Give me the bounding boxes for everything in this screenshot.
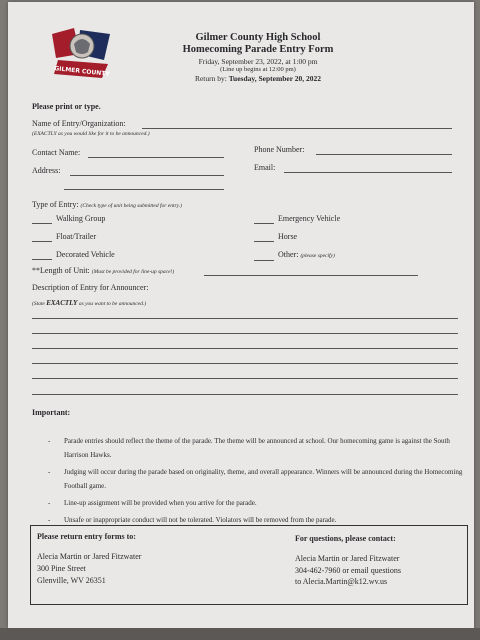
list-item: - Parade entries should reflect the theme of the parade. The theme will be announced at school. Our homecoming game is against the South Harrison Hawks.	[48, 437, 450, 459]
return-heading: Please return entry forms to:	[37, 532, 136, 541]
description-line[interactable]	[32, 363, 458, 364]
description-line[interactable]	[32, 394, 458, 395]
phone-label: Phone Number:	[254, 145, 305, 154]
return-by: Return by: Tuesday, September 20, 2022	[194, 74, 322, 83]
list-item: - Line-up assignment will be provided when you arrive for the parade.	[48, 499, 257, 507]
contact-email[interactable]: to Alecia.Martin@k12.wv.us	[295, 577, 388, 586]
entry-type-label: Type of Entry: (Check type of unit being submitted for entry.)	[32, 200, 182, 209]
type-walking-group[interactable]: Walking Group	[32, 214, 105, 224]
event-date: Friday, September 23, 2022, at 1:00 pm	[198, 57, 318, 66]
type-decorated-vehicle[interactable]: Decorated Vehicle	[32, 250, 115, 260]
type-emergency-vehicle[interactable]: Emergency Vehicle	[254, 214, 340, 224]
contact-name-field[interactable]	[88, 157, 224, 158]
school-logo	[44, 24, 120, 86]
return-line: Glenville, WV 26351	[37, 576, 106, 585]
contact-line: 304-462-7960 or email questions	[295, 566, 401, 575]
print-instruction: Please print or type.	[32, 102, 101, 111]
checkbox-blank[interactable]	[32, 233, 52, 242]
checkbox-blank[interactable]	[32, 215, 52, 224]
contact-line: Alecia Martin or Jared Fitzwater	[295, 554, 400, 563]
checkbox-blank[interactable]	[32, 251, 52, 260]
logo-text: GILMER COUNTY	[53, 65, 110, 78]
phone-field[interactable]	[316, 154, 452, 155]
address-field[interactable]	[70, 175, 224, 176]
checkbox-blank[interactable]	[254, 252, 274, 261]
form-page	[8, 2, 474, 628]
description-line[interactable]	[32, 318, 458, 319]
address-label: Address:	[32, 166, 61, 175]
length-label: **Length of Unit: (Must be provided for line-up space!)	[32, 266, 175, 275]
type-horse[interactable]: Horse	[254, 232, 297, 242]
contact-heading: For questions, please contact:	[295, 534, 396, 543]
lineup-note: (Line up begins at 12:00 pm)	[220, 66, 296, 73]
list-item: - Judging will occur during the parade based on originality, theme, and overall appearance. Winners will be announced during the Homecoming Football game.	[48, 468, 463, 490]
description-line[interactable]	[32, 348, 458, 349]
state-exactly-note: (State EXACTLY as you want to be announced.)	[32, 299, 147, 307]
important-list	[48, 434, 468, 530]
school-name: Gilmer County High School	[195, 32, 321, 43]
entry-name-field[interactable]	[142, 128, 452, 129]
entry-name-note: (EXACTLY as you would like for it to be announced.)	[32, 131, 150, 137]
address-field-line2[interactable]	[64, 189, 224, 190]
checkbox-blank[interactable]	[254, 215, 274, 224]
form-header	[128, 32, 388, 83]
checkbox-blank[interactable]	[254, 233, 274, 242]
email-field[interactable]	[284, 172, 452, 173]
return-line: Alecia Martin or Jared Fitzwater	[37, 552, 142, 561]
type-other[interactable]: Other: (please specify)	[254, 250, 335, 261]
return-line: 300 Pine Street	[37, 564, 86, 573]
description-line[interactable]	[32, 378, 458, 379]
type-float-trailer[interactable]: Float/Trailer	[32, 232, 96, 242]
description-label: Description of Entry for Announcer:	[32, 283, 149, 292]
return-contact-box	[30, 525, 468, 605]
table-surface	[0, 628, 480, 640]
form-title: Homecoming Parade Entry Form	[182, 44, 334, 55]
important-heading: Important:	[32, 408, 71, 417]
list-item: - Unsafe or inappropriate conduct will not be tolerated. Violators will be removed from the parade.	[48, 516, 337, 524]
email-label: Email:	[254, 163, 276, 172]
contact-name-label: Contact Name:	[32, 148, 81, 157]
entry-name-label: Name of Entry/Organization:	[32, 119, 126, 128]
description-line[interactable]	[32, 333, 458, 334]
length-field[interactable]	[204, 275, 418, 276]
